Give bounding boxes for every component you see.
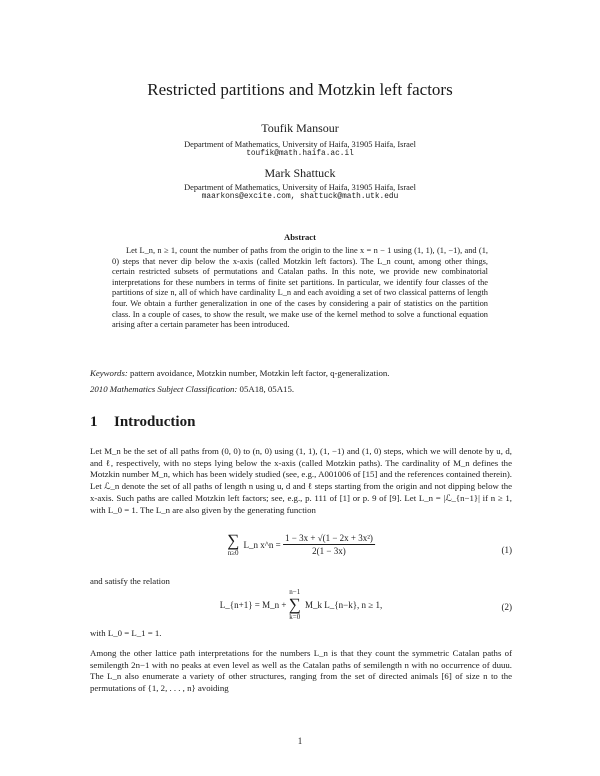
section-heading [90,414,195,431]
author-email-1: toufik@math.haifa.ac.il [246,150,354,158]
equation-1-fraction [283,533,375,556]
equation-2-number: (2) [501,602,512,612]
msc-label: 2010 Mathematics Subject Classification: [90,384,238,394]
abstract-text: Let L_n, n ≥ 1, count the number of paths from the origin to the line x = n − 1 using (1, 1), (1, −1), and (1, 0) steps that never dip below the x-axis (called Motzkin left factors). The L_n count, among other things, certain restricted subsets of permutations and Catalan paths. In this note, we provide new combinatorial interpretations for these numbers in terms of finite set partitions. In particular, we identify four classes of the partitions of size n, all of which have cardinality L_n and each avoiding a set of two classical patterns of length four. We obtain a further generalization in one of the cases by considering a pair of statistics on the partition class. In a couple of cases, to show the result, we make use of the kernel method to solve a functional equation arising after a certain parameter has been introduced. [112,246,488,330]
equation-1 [90,532,512,568]
keywords-line [90,368,520,378]
equation-1-numerator: 1 − 3x + √(1 − 2x + 3x²) [284,533,373,543]
msc-text: 05A18, 05A15. [239,384,295,394]
section-title: Introduction [114,414,196,430]
intro-paragraph-2: Among the other lattice path interpretations for the numbers L_n is that they count the symmetric Catalan paths of semilength 2n−1 with no peaks at even level as well as the Catalan paths of semilength n with no occurrence of duuu. The L_n also enumerate a variety of other structures, ranging from the set of directed animals [6] of size n to the permutations of {1, 2, . . . , n} avoiding [90,648,512,694]
section-number: 1 [90,414,98,430]
equation-2-rhs: M_k L_{n−k}, n ≥ 1, [305,599,383,610]
equation-1-number: (1) [501,545,512,555]
sum-symbol-2: n−1 ∑ k=0 [288,588,301,621]
keywords-text: pattern avoidance, Motzkin number, Motzkin left factor, q-generalization. [130,368,390,378]
equation-2-body [220,588,382,621]
sum-2-under: k=0 [289,613,301,621]
author-name-2: Mark Shattuck [264,166,336,180]
author-affiliation-1: Department of Mathematics, University of Haifa, 31905 Haifa, Israel [184,140,416,149]
equation-1-denominator: 2(1 − 3x) [312,546,346,556]
sum-1-under: n≥0 [227,549,239,557]
intro-paragraph-1: Let M_n be the set of all paths from (0, 0) to (n, 0) using (1, 1), (1, −1) and (1, 0) steps, which we will denote by u, d, and ℓ, respectively, with no steps lying below the x-axis (called Motzkin paths). The cardinality of M_n defines the Motzkin number M_n, which has been widely studied (see, e.g., A001006 of [15] and the references contained therein). Let ℒ_n denote the set of all paths of length n using u, d and ℓ steps starting from the origin and not dipping below the x-axis. Such paths are called Motzkin left factors; see, e.g., p. 111 of [1] or p. 9 of [9]. Let L_n = |ℒ_{n−1}| if n ≥ 1, with L_0 = 1. The L_n are also given by the generating function [90,446,512,515]
keywords-label: Keywords: [90,368,128,378]
author-email-2: maarkons@excite.com, shattuck@math.utk.edu [201,193,399,201]
abstract-heading: Abstract [284,232,316,242]
sum-2-over: n−1 [289,588,301,596]
author-name-1: Toufik Mansour [261,121,339,135]
sum-symbol-1: ∑ n≥0 [227,531,240,557]
relation-text: and satisfy the relation [90,576,170,586]
page-number: 1 [297,736,303,746]
paper-title: Restricted partitions and Motzkin left factors [147,80,453,99]
equation-1-lhs: L_n x^n = [243,539,281,550]
msc-line [90,384,520,394]
equation-1-body [227,532,375,557]
equation-2-lhs: L_{n+1} = M_n + [219,599,287,610]
equation-2 [90,588,512,626]
initial-conditions-text: with L_0 = L_1 = 1. [90,628,162,638]
author-affiliation-2: Department of Mathematics, University of Haifa, 31905 Haifa, Israel [184,183,416,192]
